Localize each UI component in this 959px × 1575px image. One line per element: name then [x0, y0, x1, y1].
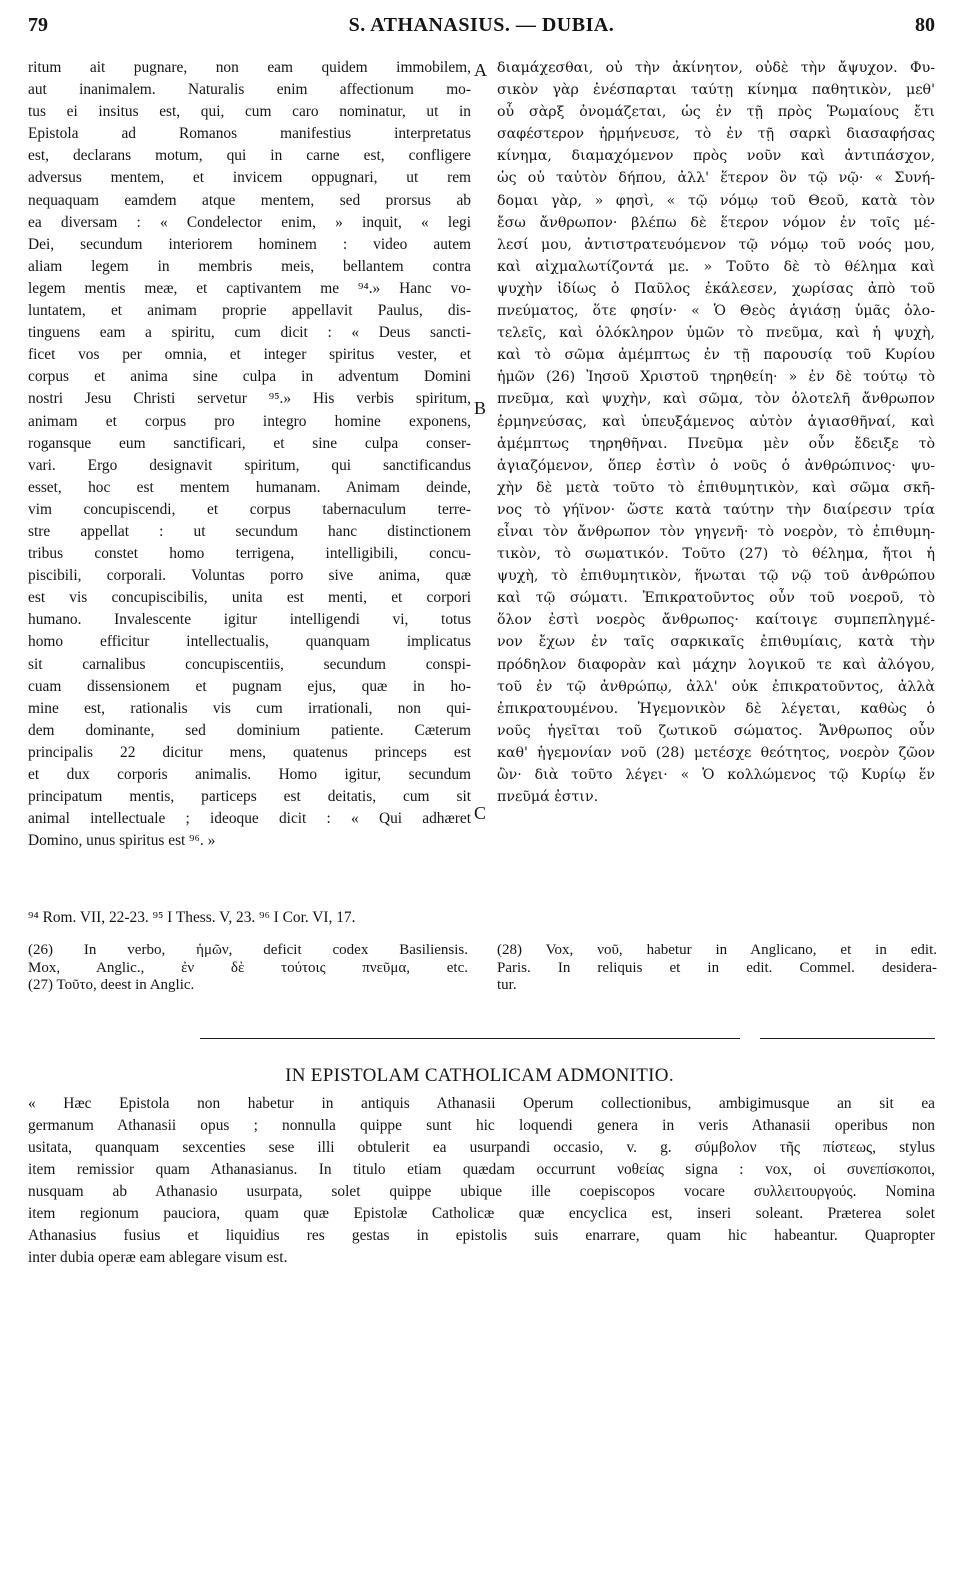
greek-text-line: ὅλον ἐστὶ νοερὸς ἄνθρωπος· καίτοιγε συμπεπληγμέ- — [497, 612, 935, 629]
admonitio-line: item remissior quam Athanasianus. In titulo etiam quædam occurrunt νοθείας signa : vox, οἱ συνεπίσκοποι, — [28, 1161, 935, 1178]
greek-text-line: ὡς οὐ ταὐτὸν δήπου, ἀλλ' ἕτερον ὂν τῷ νῷ· « Συνή- — [497, 170, 935, 187]
greek-column — [497, 57, 935, 808]
greek-text-line: οὗ σὰρξ ὀνομάζεται, ὡς ἐν τῇ πρὸς Ῥωμαίους ἔτι — [497, 104, 935, 121]
page-number-left: 79 — [28, 14, 48, 36]
greek-text-line: τικὸν, τὸ σωματικόν. Τοῦτο (27) τὸ θέλημα, ἤτοι ἡ — [497, 546, 935, 563]
greek-text-line: κίνημα, διαμαχόμενον πρὸς νοῦν καὶ ἀντιπάσχον, — [497, 148, 935, 165]
admonitio-paragraph — [28, 1093, 935, 1269]
margin-marker-a: A — [474, 60, 487, 80]
section-divider — [200, 1038, 740, 1039]
latin-text-line: esset, hoc est mentem humanam. Animam deinde, — [28, 478, 471, 496]
latin-text-line: animal intellectuale ; ideoque dicit : « Qui adhæret — [28, 810, 471, 828]
latin-text-line: homo efficitur intellectualis, quanquam implicatus — [28, 633, 471, 651]
greek-text-line: εἶναι τὸν ἄνθρωπον τὸν γηγενῆ· τὸ νοερὸν, τὸ ἐπιθυμη- — [497, 523, 935, 540]
latin-text-line: legem mentis meæ, et captivantem me ⁹⁴.» Hanc vo- — [28, 279, 471, 297]
greek-text-line: ψυχὴ, τὸ ἐπιθυμητικὸν, ἥνωται τῷ νῷ τοῦ ἀνθρώπου — [497, 568, 935, 585]
latin-text-line: et dux corporis animalis. Homo igitur, secundum — [28, 766, 471, 783]
latin-text-line: ritum ait pugnare, non eam quidem immobilem, — [28, 59, 471, 76]
footnote-line: Paris. In reliquis et in edit. Commel. desidera- — [497, 959, 937, 976]
latin-column — [28, 57, 471, 852]
latin-text-line: aut inanimalem. Naturalis enim affectionum mo- — [28, 81, 471, 99]
latin-text-line: piscibili, corporali. Voluntas porro sive anima, quæ — [28, 567, 471, 585]
latin-text-line: principalis 22 dicitur mens, quatenus princeps est — [28, 743, 471, 761]
greek-text-line: καὶ αἰχμαλωτίζοντά με. » Τοῦτο δὲ τὸ θέλημα καὶ — [497, 258, 935, 275]
greek-text-line: τελεῖς, καὶ ὁλόκληρον ὑμῶν τὸ πνεῦμα, καὶ ἡ ψυχὴ, — [497, 325, 935, 342]
latin-text-line: vari. Ergo designavit spiritum, qui sanctificandus — [28, 456, 471, 474]
footnote-line: (28) Vox, νοῦ, habetur in Anglicano, et in edit. — [497, 942, 937, 958]
latin-text-line: cuam dissensionem et pugnam ejus, quæ in ho- — [28, 677, 471, 695]
admonitio-line: nusquam ab Athanasio usurpata, solet quippe ubique ille coepiscopos vocare συλλειτουργούς. Nomina — [28, 1183, 935, 1200]
latin-text-line: ficet vos per omnia, et integer spiritus vester, et — [28, 346, 471, 364]
admonitio-line: germanum Athanasii opus ; nonnulla quippe sunt hic loquendi genera in veris Athanasii operibus non — [28, 1117, 935, 1134]
latin-text-line: sit carnalibus concupiscentiis, secundum conspi- — [28, 655, 471, 673]
admonitio-line: « Hæc Epistola non habetur in antiquis Athanasii Operum collectionibus, ambigimusque an sit ea — [28, 1095, 935, 1112]
latin-text-line: animam et corpus pro integro homine exponens, — [28, 412, 471, 430]
greek-text-line: δομαι γὰρ, » φησὶ, « τῷ νόμῳ τοῦ Θεοῦ, κατὰ τὸν — [497, 192, 935, 209]
latin-text-line: tinguens eam a spiritu, cum dicit : « Deus sancti- — [28, 324, 471, 342]
greek-text-line: ἔσω ἄνθρωπον· βλέπω δὲ ἕτερον νόμον ἐν τοῖς μέ- — [497, 214, 935, 231]
scripture-references: ⁹⁴ Rom. VII, 22-23. ⁹⁵ I Thess. V, 23. ⁹⁶ I Cor. VI, 17. — [28, 909, 356, 926]
latin-text-line: humano. Invalescente igitur intelligendi vi, totus — [28, 611, 471, 629]
latin-text-line: tus ei insitus est, qui, cum caro nominatur, ut in — [28, 103, 471, 121]
latin-text-line: vim concupiscendi, et corpus tabernaculum terre- — [28, 500, 471, 518]
page-number-right: 80 — [915, 14, 935, 36]
latin-text-line: aliam legem in membris meis, bellantem contra — [28, 257, 471, 275]
greek-text-line: σαφέστερον ἡρμήνευσε, τὸ ἐν τῇ σαρκὶ διασαφήσας — [497, 126, 935, 143]
greek-text-line: πνεύματος, ὅτε φησίν· « Ὁ Θεὸς ἁγιάσῃ ὑμᾶς ὁλο- — [497, 303, 935, 320]
latin-text-line: mine est, rationalis vis cum irrationali, non qui- — [28, 699, 471, 717]
admonitio-line: inter dubia operæ eam ablegare visum est. — [28, 1249, 288, 1266]
latin-text-line: dem dominante, sed dominium patiente. Cæterum — [28, 721, 471, 739]
latin-text-line: ea diversam : « Condelector enim, » inquit, « legi — [28, 213, 471, 231]
latin-text-line: tribus constet homo terrigena, intelligibili, concu- — [28, 545, 471, 563]
latin-text-line: adversus mentem, et invicem oppugnari, ut rem — [28, 169, 471, 187]
footnote-line: tur. — [497, 977, 517, 993]
latin-text-line: principatum mentis, particeps est deitatis, cum sit — [28, 788, 471, 806]
latin-text-line: Dei, secundum interiorem hominem : video autem — [28, 235, 471, 253]
greek-text-line: πνεῦμα, καὶ ψυχὴν, καὶ σῶμα, τὸν ὁλοτελῆ ἄνθρωπον — [497, 391, 935, 408]
greek-text-line: πνεῦμά ἐστιν. — [497, 789, 599, 806]
footnote-line: (26) In verbo, ἡμῶν, deficit codex Basiliensis. — [28, 942, 468, 958]
latin-text-line: nequaquam eamdem atque mentem, sed prorsus ab — [28, 191, 471, 209]
running-title: S. ATHANASIUS. — DUBIA. — [348, 14, 615, 36]
greek-text-line: λεσί μου, ἀντιστρατευόμενον τῷ νόμῳ τοῦ νοός μου, — [497, 236, 935, 253]
greek-text-line: ἡμῶν (26) Ἰησοῦ Χριστοῦ τηρηθείη· » ἐν δὲ τούτῳ τὸ — [497, 369, 935, 386]
greek-text-line: νον ἔχων ἐν ταῖς σαρκικαῖς ἐπιθυμίαις, κατὰ τὴν — [497, 634, 935, 651]
margin-marker-c: C — [474, 803, 487, 823]
latin-text-line: est, declarans motum, qui in carne est, confligere — [28, 147, 471, 165]
greek-text-line: σικὸν γὰρ ἐνέσπαρται ταύτῃ κίνημα παθητικὸν, μεθ' — [497, 82, 935, 99]
greek-text-line: ὢν· διὰ τοῦτο λέγει· « Ὁ κολλώμενος τῷ Κυρίῳ ἕν — [497, 767, 935, 783]
latin-text-line: nostri Jesu Christi servetur ⁹⁵.» His verbis spiritum, — [28, 390, 471, 408]
admonitio-line: Athanasius fusius et liquidius res gestas in epistolis suis enarrare, quam hic habeantur. Quapropter — [28, 1227, 935, 1244]
greek-text-line: ἐπικρατουμένου. Ἡγεμονικὸν δὲ λέγεται, καθὼς ὁ — [497, 700, 935, 717]
footnote-line: Mox, Anglic., ἐν δὲ τούτοις πνεῦμα, etc. — [28, 959, 468, 976]
latin-text-line: luntatem, et animam proprie appellavit Paulus, dis- — [28, 302, 471, 320]
latin-text-line: Epistola ad Romanos manifestius interpretatus — [28, 125, 471, 143]
margin-marker-b: B — [474, 398, 487, 418]
latin-text-line: Domino, unus spiritus est ⁹⁶. » — [28, 832, 216, 850]
greek-text-line: ψυχὴν ἰδίως ὁ Παῦλος ἐκάλεσεν, χωρίσας ἀπὸ τοῦ — [497, 280, 935, 297]
footnotes-right — [497, 942, 937, 995]
section-title: IN EPISTOLAM CATHOLICAM ADMONITIO. — [285, 1065, 674, 1086]
greek-text-line: χὴν δὲ μετὰ τοῦτο τὸ ἐπιθυμητικὸν, καὶ σῶμα σκῆ- — [497, 479, 935, 496]
latin-text-line: rogansque eum sanctificari, et sine culpa conser- — [28, 434, 471, 452]
admonitio-line: item regionum pauciora, quam quæ Epistolæ Catholicæ quæ encyclica est, inseri soleant. Præterea solet — [28, 1205, 935, 1222]
greek-text-line: καὶ τῷ σώματι. Ἐπικρατοῦντος οὖν τοῦ νοεροῦ, τὸ — [497, 590, 935, 607]
greek-text-line: νοῦς ἡγεῖται τοῦ ζωτικοῦ σώματος. Ἄνθρωπος οὖν — [497, 722, 935, 739]
latin-text-line: est vis concupiscibilis, unita est menti, et corpori — [28, 589, 471, 607]
footnote-line: (27) Τοῦτο, deest in Anglic. — [28, 977, 195, 993]
greek-text-line: καθ' ἡγεμονίαν νοῦ (28) μετέσχε θεότητος, νοερὸν ζῶον — [497, 744, 935, 761]
greek-text-line: τοῦ ἐν τῷ ἀνθρώπῳ, ἀλλ' οὐκ ἐπικρατοῦντος, ἀλλὰ — [497, 678, 935, 695]
greek-text-line: ἁγιαζόμενον, ὅπερ ἐστὶν ὁ νοῦς ὁ ἀνθρώπινος· ψυ- — [497, 457, 935, 474]
section-divider-short — [760, 1038, 935, 1039]
greek-text-line: ἑρμηνεύσας, καὶ ὑπευξάμενος αὐτὸν ἁγιασθῆναί, καὶ — [497, 413, 935, 430]
greek-text-line: καὶ τὸ σῶμα ἀμέμπτως ἐν τῇ παρουσίᾳ τοῦ Κυρίου — [497, 347, 935, 364]
latin-text-line: corpus et anima sine culpa in adventum Domini — [28, 368, 471, 386]
admonitio-line: usitata, quanquam sexcenties sese illi obtulerit ea usurpandi occasio, v. g. σύμβολον τῆς πίστεως, stylus — [28, 1139, 935, 1156]
footnotes-left — [28, 942, 468, 995]
latin-text-line: stre appellat : ut secundum hanc distinctionem — [28, 522, 471, 540]
greek-text-line: νος τὸ γήϊνον· ὥστε κατὰ ταύτην τὴν διαίρεσιν τρία — [497, 501, 935, 518]
greek-text-line: πρόδηλον διαφορὰν καὶ μάχην λογικοῦ τε καὶ ἀλόγου, — [497, 656, 935, 673]
greek-text-line: ἀμέμπτως τηρηθῆναι. Πνεῦμα μὲν οὖν ἔδειξε τὸ — [497, 435, 935, 452]
greek-text-line: διαμάχεσθαι, οὐ τὴν ἀκίνητον, οὐδὲ τὴν ἄψυχον. Φυ- — [497, 60, 935, 76]
running-header — [28, 14, 935, 44]
